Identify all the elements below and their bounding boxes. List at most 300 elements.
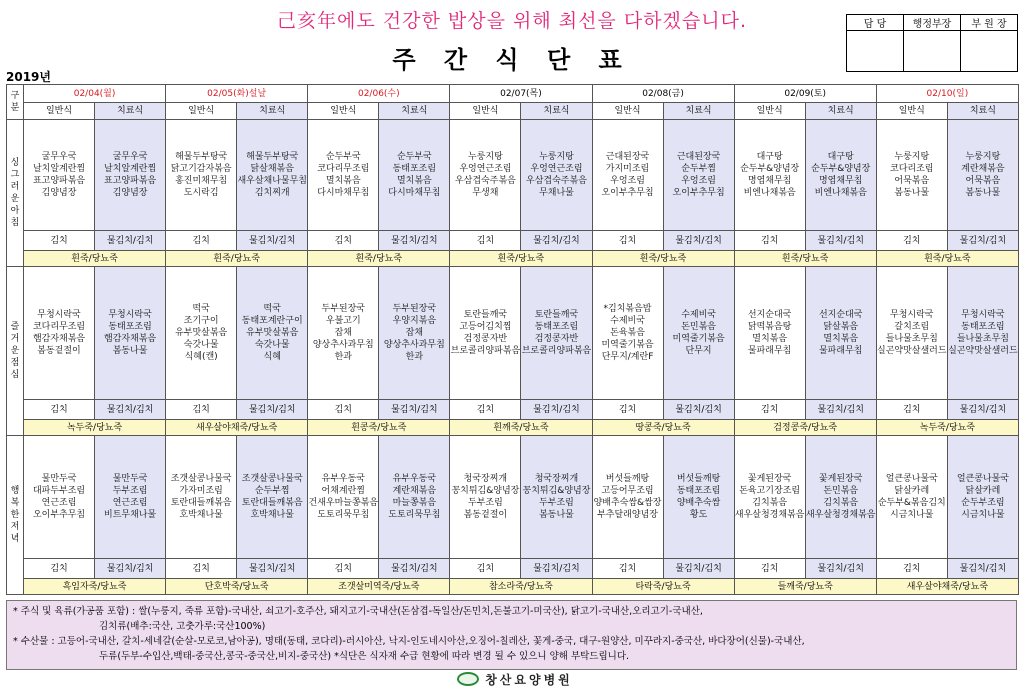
porridge-cell: 새우살야채죽/당뇨죽 xyxy=(166,420,308,436)
general-diet-header: 일반식 xyxy=(308,103,379,120)
general-menu-cell xyxy=(876,436,947,559)
menu-item: 홍진미채무침 xyxy=(175,176,228,186)
menu-item: 얼큰콩나물국 xyxy=(956,474,1009,484)
kimchi-row xyxy=(7,231,1019,251)
menu-item: 한과 xyxy=(405,352,424,362)
menu-item: 무청시락국 xyxy=(961,310,1005,320)
porridge-cell: 단호박죽/당뇨죽 xyxy=(166,579,308,595)
menu-item: 잡채 xyxy=(334,328,352,338)
therapy-menu-cell xyxy=(805,436,876,559)
general-kimchi: 김치 xyxy=(876,400,947,420)
meal-label-char: 러 xyxy=(10,182,20,192)
general-kimchi: 김치 xyxy=(308,231,379,251)
menu-item: 조기구이 xyxy=(183,316,219,326)
menu-items xyxy=(877,309,947,357)
origin-notes xyxy=(6,600,1017,670)
menu-item: 호박채나물 xyxy=(250,510,294,520)
therapy-menu-cell xyxy=(379,120,450,231)
approval-admin: 행정부장 xyxy=(904,15,961,31)
menu-items xyxy=(735,473,805,521)
therapy-menu-cell xyxy=(95,267,166,400)
day-header: 02/09(토) xyxy=(734,85,876,103)
therapy-menu-cell xyxy=(237,267,308,400)
menu-item: 멸치볶음 xyxy=(823,334,859,344)
menu-item: 부추달래양념장 xyxy=(597,510,658,520)
menu-item: 조갯살콩나물국 xyxy=(170,474,232,484)
porridge-cell: 들깨죽/당뇨죽 xyxy=(734,579,876,595)
meal-row xyxy=(7,436,1019,559)
menu-item: 미역줄기볶음 xyxy=(672,334,725,344)
menu-item: 잡채 xyxy=(405,328,424,338)
menu-item: 우엉조림 xyxy=(610,176,645,186)
menu-item: 날치알계란찜 xyxy=(32,164,86,174)
menu-item: 유부우동국 xyxy=(392,474,437,484)
day-header: 02/08(금) xyxy=(592,85,734,103)
menu-item: 두부된장국 xyxy=(392,304,437,314)
menu-item: 시금치나물 xyxy=(961,510,1005,520)
menu-item: 선지순대국 xyxy=(818,310,863,320)
general-diet-header: 일반식 xyxy=(166,103,237,120)
therapy-diet-header: 치료식 xyxy=(95,103,166,120)
meal-label-char: 저 xyxy=(10,522,20,532)
general-kimchi: 김치 xyxy=(592,559,663,579)
menu-item: 단무지 xyxy=(685,346,712,356)
menu-item: 돈민볶음 xyxy=(823,486,859,496)
menu-item: 물파래무침 xyxy=(818,346,863,356)
menu-item: 단무지/계란F xyxy=(601,352,654,362)
menu-items xyxy=(877,473,947,521)
meal-label-char: 거 xyxy=(10,334,20,344)
general-diet-header: 일반식 xyxy=(876,103,947,120)
menu-item: 들나물초무침 xyxy=(885,334,938,344)
menu-items xyxy=(521,473,591,521)
porridge-cell: 조갯살미역죽/당뇨죽 xyxy=(308,579,450,595)
menu-item: 누룽지탕 xyxy=(894,152,930,162)
general-menu-cell xyxy=(308,120,379,231)
porridge-cell: 흰죽/당뇨죽 xyxy=(734,251,876,267)
menu-item: 돈육고기장조림 xyxy=(739,486,801,496)
meal-label-char: 복 xyxy=(10,498,20,508)
therapy-menu-cell xyxy=(663,436,734,559)
therapy-menu-cell xyxy=(947,436,1018,559)
menu-item: 누룽지탕 xyxy=(468,152,503,162)
general-kimchi: 김치 xyxy=(166,231,237,251)
therapy-kimchi: 물김치/김치 xyxy=(95,400,166,420)
menu-items xyxy=(450,151,520,199)
porridge-cell: 땅콩죽/당뇨죽 xyxy=(592,420,734,436)
therapy-menu-cell xyxy=(237,120,308,231)
meal-row xyxy=(7,120,1019,231)
meal-label-char: 운 xyxy=(10,346,20,356)
menu-items xyxy=(379,473,449,521)
therapy-kimchi: 물김치/김치 xyxy=(379,231,450,251)
menu-items xyxy=(806,151,876,199)
therapy-kimchi: 물김치/김치 xyxy=(379,400,450,420)
menu-item: 선지순대국 xyxy=(747,310,792,320)
year-label: 2019년 xyxy=(6,70,51,84)
therapy-diet-header: 치료식 xyxy=(663,103,734,120)
menu-item: 순두부&볶음김치 xyxy=(877,498,946,508)
menu-item: 브로콜리양파볶음 xyxy=(521,346,592,356)
menu-item: 들나물초무침 xyxy=(956,334,1009,344)
menu-item: 새우살청경채볶음 xyxy=(734,510,805,520)
general-kimchi: 김치 xyxy=(592,231,663,251)
therapy-kimchi: 물김치/김치 xyxy=(663,231,734,251)
menu-items xyxy=(95,151,165,199)
menu-items xyxy=(237,151,307,199)
menu-item: 물만두국 xyxy=(112,474,148,484)
porridge-cell: 흑임자죽/당뇨죽 xyxy=(24,579,166,595)
menu-item: 무청시락국 xyxy=(108,310,152,320)
menu-item: 도시락김 xyxy=(183,188,219,198)
menu-item: 근대된장국 xyxy=(605,152,650,162)
general-diet-header: 일반식 xyxy=(450,103,521,120)
meal-label-char: 즐 xyxy=(10,322,20,332)
menu-items xyxy=(95,309,165,357)
therapy-kimchi: 물김치/김치 xyxy=(947,231,1018,251)
menu-items xyxy=(24,473,94,521)
menu-item: 날치알계란찜 xyxy=(104,164,157,174)
general-kimchi: 김치 xyxy=(734,400,805,420)
menu-item: 무생채 xyxy=(472,188,499,198)
therapy-kimchi: 물김치/김치 xyxy=(805,400,876,420)
general-menu-cell xyxy=(876,120,947,231)
menu-item: 대구탕 xyxy=(756,152,783,162)
signature-slot xyxy=(904,31,961,72)
menu-item: 계란채볶음 xyxy=(961,164,1005,174)
menu-item: 명엽채무침 xyxy=(747,176,792,186)
menu-item: 양상추사과무침 xyxy=(383,340,445,350)
general-kimchi: 김치 xyxy=(734,559,805,579)
general-menu-cell xyxy=(592,120,663,231)
menu-item: 오이부추무침 xyxy=(32,510,86,520)
menu-items xyxy=(735,151,805,199)
day-header: 02/05(화)설날 xyxy=(166,85,308,103)
menu-item: 김치볶음 xyxy=(823,498,859,508)
page-title: 주 간 식 단 표 xyxy=(392,46,632,74)
general-kimchi: 김치 xyxy=(24,400,95,420)
menu-item: 두부조림 xyxy=(112,486,148,496)
menu-items xyxy=(593,303,663,363)
menu-items xyxy=(521,309,591,357)
general-kimchi: 김치 xyxy=(450,559,521,579)
menu-item: 봄동나물 xyxy=(539,510,574,520)
menu-item: 다시마채무침 xyxy=(317,188,370,198)
menu-item: 청국장찌개 xyxy=(534,474,579,484)
menu-item: 어묵볶음 xyxy=(965,176,1001,186)
therapy-menu-cell xyxy=(521,267,592,400)
therapy-kimchi: 물김치/김치 xyxy=(521,231,592,251)
menu-item: 토란대들깨볶음 xyxy=(241,498,303,508)
general-kimchi: 김치 xyxy=(876,231,947,251)
therapy-diet-header: 치료식 xyxy=(379,103,450,120)
general-kimchi: 김치 xyxy=(166,400,237,420)
menu-item: 무청시락국 xyxy=(890,310,934,320)
menu-item: 동태포조림 xyxy=(534,322,579,332)
therapy-menu-cell xyxy=(947,267,1018,400)
menu-item: 근대된장국 xyxy=(676,152,721,162)
therapy-kimchi: 물김치/김치 xyxy=(237,400,308,420)
meal-label-char: 점 xyxy=(10,358,20,368)
menu-item: 순두부국 xyxy=(325,152,361,162)
menu-item: 김치찌개 xyxy=(254,188,290,198)
general-kimchi: 김치 xyxy=(592,400,663,420)
therapy-menu-cell xyxy=(95,436,166,559)
gubun-char: 분 xyxy=(10,103,20,113)
menu-items xyxy=(948,151,1018,199)
menu-item: 멸치볶음 xyxy=(396,176,432,186)
general-menu-cell xyxy=(734,436,805,559)
general-menu-cell xyxy=(450,120,521,231)
menu-item: 순두부찜 xyxy=(254,486,290,496)
menu-item: 봄동나물 xyxy=(965,188,1001,198)
meal-label-char: 싱 xyxy=(10,158,20,168)
meal-label-char: 운 xyxy=(10,194,20,204)
menu-item: 청국장찌개 xyxy=(463,474,508,484)
menu-item: 봄동나물 xyxy=(894,188,930,198)
therapy-kimchi: 물김치/김치 xyxy=(95,559,166,579)
menu-item: 양배추숙쌈&쌈장 xyxy=(593,498,662,508)
menu-item: 가지미조림 xyxy=(605,164,650,174)
menu-item: *김치볶음밥 xyxy=(603,304,652,314)
menu-item: 동태포계란구이 xyxy=(241,316,303,326)
menu-item: 갈치조림 xyxy=(894,322,930,332)
menu-item: 꽃게된장국 xyxy=(747,474,792,484)
general-menu-cell xyxy=(24,120,95,231)
general-kimchi: 김치 xyxy=(450,400,521,420)
menu-item: 대파두부조림 xyxy=(32,486,86,496)
porridge-cell: 흰죽/당뇨죽 xyxy=(876,251,1018,267)
menu-item: 우양지볶음 xyxy=(392,316,437,326)
menu-item: 토란들깨국 xyxy=(463,310,508,320)
menu-items xyxy=(877,151,947,199)
menu-item: 실곤약맛살샐러드 xyxy=(948,346,1018,356)
menu-item: 순두부&양념장 xyxy=(740,164,800,174)
menu-item: 새우살채나물무침 xyxy=(237,176,307,186)
approval-box xyxy=(846,14,1018,72)
porridge-cell: 흰깨죽/당뇨죽 xyxy=(450,420,592,436)
menu-item: 두부조림 xyxy=(539,498,574,508)
menu-item: 오이부추무침 xyxy=(672,188,725,198)
therapy-kimchi: 물김치/김치 xyxy=(95,231,166,251)
menu-items xyxy=(948,309,1018,357)
porridge-cell: 타락죽/당뇨죽 xyxy=(592,579,734,595)
menu-item: 순두부&양념장 xyxy=(811,164,871,174)
general-menu-cell xyxy=(450,436,521,559)
menu-item: 닭살카레 xyxy=(894,486,930,496)
menu-item: 어묵볶음 xyxy=(894,176,930,186)
therapy-kimchi: 물김치/김치 xyxy=(663,559,734,579)
porridge-cell: 흰죽/당뇨죽 xyxy=(166,251,308,267)
meal-label-char: 침 xyxy=(10,218,20,228)
notes-line: 두류(두부-수입산,백태-중국산,콩국-중국산,비지-중국산) *식단은 식자재 수급 현황에 따라 변경 될 수 있으니 양해 부탁드립니다. xyxy=(99,651,630,662)
menu-item: 돈민볶음 xyxy=(681,322,716,332)
therapy-diet-header: 치료식 xyxy=(521,103,592,120)
day-header: 02/04(월) xyxy=(24,85,166,103)
general-menu-cell xyxy=(592,267,663,400)
menu-item: 누룽지탕 xyxy=(539,152,574,162)
menu-item: 숙갓나물 xyxy=(183,340,219,350)
menu-item: 물만두국 xyxy=(41,474,77,484)
general-menu-cell xyxy=(734,120,805,231)
menu-item: 명엽채무침 xyxy=(818,176,863,186)
therapy-kimchi: 물김치/김치 xyxy=(947,559,1018,579)
menu-item: 양배추숙쌈 xyxy=(676,498,721,508)
therapy-menu-cell xyxy=(521,436,592,559)
porridge-cell: 참소라죽/당뇨죽 xyxy=(450,579,592,595)
therapy-menu-cell xyxy=(237,436,308,559)
menu-item: 닭살볶음 xyxy=(823,322,859,332)
menu-items xyxy=(308,473,378,521)
porridge-cell: 녹두죽/당뇨죽 xyxy=(876,420,1018,436)
meal-label xyxy=(7,436,24,595)
menu-item: 꽁치튀김&양념장 xyxy=(451,486,520,496)
porridge-row xyxy=(7,420,1019,436)
menu-item: 꽃게된장국 xyxy=(818,474,863,484)
therapy-menu-cell xyxy=(805,267,876,400)
meal-label xyxy=(7,120,24,267)
therapy-kimchi: 물김치/김치 xyxy=(237,559,308,579)
menu-item: 김양념장 xyxy=(112,188,148,198)
menu-item: 비엔나채볶음 xyxy=(814,188,867,198)
meal-label-char: 심 xyxy=(10,370,20,380)
meal-label-char: 그 xyxy=(10,170,20,180)
general-kimchi: 김치 xyxy=(166,559,237,579)
general-diet-header: 일반식 xyxy=(592,103,663,120)
general-kimchi: 김치 xyxy=(450,231,521,251)
menu-item: 연근조림 xyxy=(112,498,148,508)
menu-item: 우엉조림 xyxy=(681,176,716,186)
therapy-menu-cell xyxy=(379,267,450,400)
menu-item: 검정콩자반 xyxy=(463,334,508,344)
general-menu-cell xyxy=(24,436,95,559)
porridge-cell: 새우살야채죽/당뇨죽 xyxy=(876,579,1018,595)
menu-item: 양상추사과무침 xyxy=(312,340,374,350)
menu-item: 무청시락국 xyxy=(37,310,81,320)
notes-line: * 주식 및 육류(가공품 포함) : 쌀(누룽지, 죽류 포함)-국내산, 쇠고기-호주산, 돼지고기-국내산(돈삼겹-독일산/돈민치,돈불고기-미국산), 닭고기-국내산,오리고기-국내산, xyxy=(13,606,703,617)
meal-label xyxy=(7,267,24,436)
gubun-header xyxy=(7,85,24,120)
menu-item: 동태포조림 xyxy=(392,164,437,174)
menu-item: 동태포조림 xyxy=(108,322,152,332)
menu-items xyxy=(379,151,449,199)
menu-item: 동태포조림 xyxy=(961,322,1005,332)
therapy-menu-cell xyxy=(379,436,450,559)
menu-item: 봄동겉절이 xyxy=(37,346,81,356)
menu-item: 어채계란찜 xyxy=(321,486,366,496)
notes-line: * 수산물 : 고등어-국내산, 갈치-세네갈(순살-모로코,남아공), 명태(동태, 코다리)-러시아산, 낙지-인도네시아산,오징어-칠레산, 꽃게-중국, 대구-원양산, 미꾸라지-중국산, 바다장어(신물)-국내산, xyxy=(13,636,805,647)
therapy-kimchi: 물김치/김치 xyxy=(521,559,592,579)
menu-item: 다시마채무침 xyxy=(388,188,441,198)
menu-item: 미역줄기볶음 xyxy=(601,340,654,350)
menu-item: 식혜(캔) xyxy=(184,352,218,362)
therapy-menu-cell xyxy=(663,120,734,231)
approval-vice: 부 원 장 xyxy=(961,15,1018,31)
menu-item: 김치볶음 xyxy=(752,498,788,508)
menu-items xyxy=(237,303,307,363)
therapy-diet-header: 치료식 xyxy=(805,103,876,120)
menu-item: 봄동겉절이 xyxy=(463,510,508,520)
menu-item: 해물두부탕국 xyxy=(175,152,228,162)
menu-items xyxy=(237,473,307,521)
menu-item: 코다리조림 xyxy=(890,164,934,174)
menu-item: 닭살카레 xyxy=(965,486,1001,496)
menu-items xyxy=(735,309,805,357)
general-kimchi: 김치 xyxy=(308,400,379,420)
diet-type-row xyxy=(7,103,1019,120)
gubun-char: 구 xyxy=(10,91,20,101)
general-menu-cell xyxy=(308,436,379,559)
menu-items xyxy=(308,303,378,363)
menu-item: 마늘쫑볶음 xyxy=(392,498,437,508)
menu-items xyxy=(24,309,94,357)
menu-item: 순두부국 xyxy=(396,152,432,162)
general-menu-cell xyxy=(166,267,237,400)
menu-item: 순두부조림 xyxy=(961,498,1005,508)
menu-items xyxy=(308,151,378,199)
general-kimchi: 김치 xyxy=(24,559,95,579)
porridge-cell: 흰콩죽/당뇨죽 xyxy=(308,420,450,436)
day-header: 02/07(목) xyxy=(450,85,592,103)
menu-item: 버섯들깨탕 xyxy=(605,474,650,484)
menu-item: 가자미조림 xyxy=(179,486,223,496)
therapy-diet-header: 치료식 xyxy=(237,103,308,120)
menu-item: 수제비국 xyxy=(610,316,645,326)
menu-item: 고등어김치찜 xyxy=(459,322,512,332)
menu-item: 표고양파볶음 xyxy=(32,176,86,186)
meal-label-char: 녁 xyxy=(10,534,20,544)
menu-item: 동태포조림 xyxy=(676,486,721,496)
porridge-row xyxy=(7,251,1019,267)
menu-item: 건새우마늘쫑볶음 xyxy=(308,498,379,508)
hospital-name: 창산요양병원 xyxy=(485,672,573,687)
porridge-cell: 흰죽/당뇨죽 xyxy=(24,251,166,267)
menu-items xyxy=(948,473,1018,521)
therapy-kimchi: 물김치/김치 xyxy=(947,400,1018,420)
menu-item: 고등어무조림 xyxy=(601,486,654,496)
menu-item: 대구탕 xyxy=(827,152,854,162)
menu-items xyxy=(95,473,165,521)
general-menu-cell xyxy=(734,267,805,400)
menu-items xyxy=(450,473,520,521)
menu-item: 순두부찜 xyxy=(681,164,716,174)
menu-items xyxy=(24,151,94,199)
therapy-kimchi: 물김치/김치 xyxy=(237,231,308,251)
menu-item: 숙갓나물 xyxy=(254,340,290,350)
therapy-menu-cell xyxy=(947,120,1018,231)
therapy-menu-cell xyxy=(521,120,592,231)
menu-item: 우삼겹숙주볶음 xyxy=(454,176,516,186)
menu-item: 브로콜리양파볶음 xyxy=(450,346,521,356)
porridge-row xyxy=(7,579,1019,595)
day-header: 02/10(일) xyxy=(876,85,1018,103)
therapy-menu-cell xyxy=(805,120,876,231)
menu-item: 호박채나물 xyxy=(179,510,223,520)
menu-item: 굴무우국 xyxy=(112,152,148,162)
general-menu-cell xyxy=(166,120,237,231)
date-row xyxy=(7,85,1019,103)
therapy-kimchi: 물김치/김치 xyxy=(805,559,876,579)
menu-item: 우엉연근조림 xyxy=(459,164,512,174)
porridge-cell: 흰죽/당뇨죽 xyxy=(308,251,450,267)
general-menu-cell xyxy=(592,436,663,559)
general-menu-cell xyxy=(24,267,95,400)
menu-item: 두부된장국 xyxy=(321,304,366,314)
menu-item: 도토리묵무침 xyxy=(317,510,370,520)
menu-item: 우삼겹숙주볶음 xyxy=(526,176,587,186)
menu-item: 코다리무조림 xyxy=(317,164,370,174)
menu-item: 햄감자채볶음 xyxy=(104,334,157,344)
